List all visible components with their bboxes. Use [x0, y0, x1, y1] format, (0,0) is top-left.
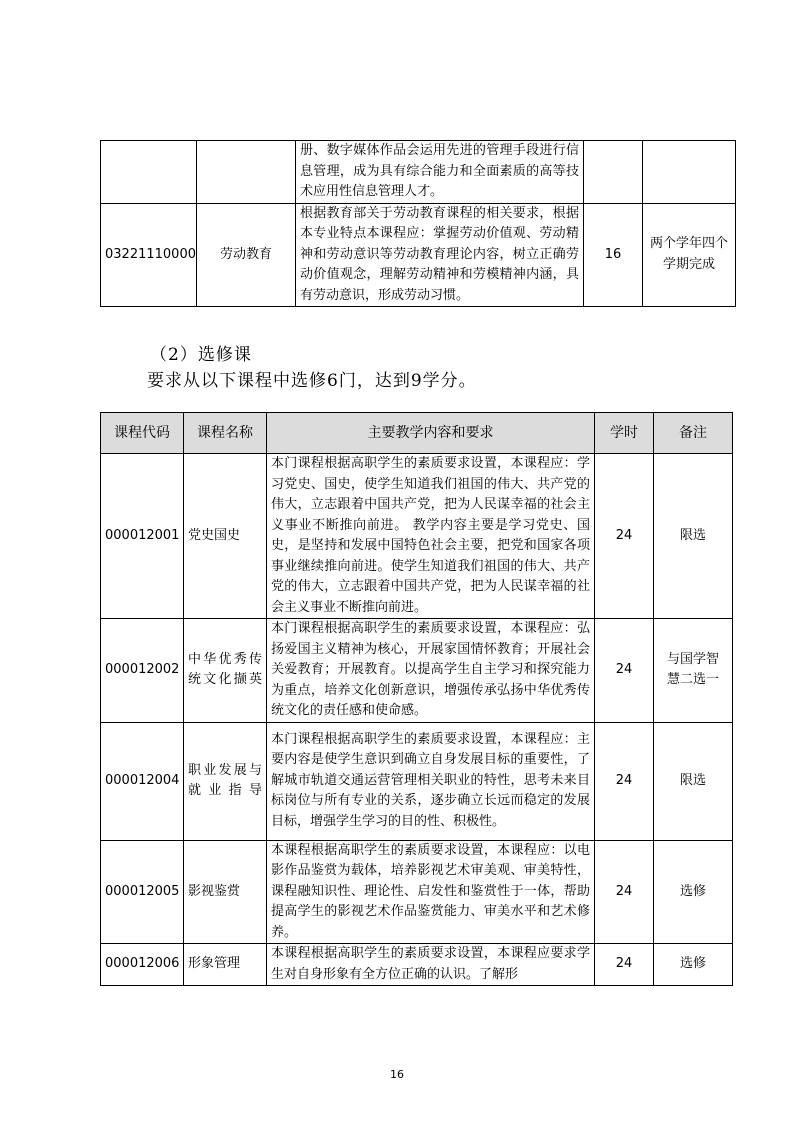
course-code: 000012006 — [101, 944, 184, 986]
table-row — [101, 454, 733, 619]
course-code: 000012002 — [101, 619, 184, 723]
course-note: 限选 — [654, 722, 733, 840]
course-name — [197, 141, 296, 204]
page-number: 16 — [390, 1068, 404, 1081]
course-code — [101, 141, 197, 204]
table-row — [101, 141, 736, 204]
course-content: 本门课程根据高职学生的素质要求设置，本课程应：弘扬爱国主义精神为核心，开展家国情怀教育；开展社会关爱教育；开展教育。以提高学生自主学习和探究能力为重点，培养文化创新意识，增强传承弘扬中华优秀传统文化的责任感和使命感。 — [267, 619, 595, 723]
course-hours — [584, 141, 643, 204]
course-code: 03221110000 — [101, 203, 197, 307]
course-note: 限选 — [654, 454, 733, 619]
course-hours: 24 — [595, 944, 654, 986]
table-row — [101, 619, 733, 723]
section-intro: 要求从以下课程中选修6门，达到9学分。 — [147, 371, 477, 391]
course-note: 与国学智慧二选一 — [654, 619, 733, 723]
table-row — [101, 203, 736, 307]
course-content: 本课程根据高职学生的素质要求设置，本课程应：以电影作品鉴赏为载体，培养影视艺术审美观、审美特性，课程融知识性、理论性、启发性和鉴赏性于一体，帮助提高学生的影视艺术作品鉴赏能力、审美水平和艺术修养。 — [267, 840, 595, 944]
course-note — [643, 141, 736, 204]
course-content: 册、数字媒体作品会运用先进的管理手段进行信息管理，成为具有综合能力和全面素质的高等技术应用性信息管理人才。 — [296, 141, 584, 204]
course-code: 000012001 — [101, 454, 184, 619]
course-note: 两个学年四个学期完成 — [643, 203, 736, 307]
header-name: 课程名称 — [184, 413, 267, 454]
table-row — [101, 722, 733, 840]
header-hours: 学时 — [595, 413, 654, 454]
table-row — [101, 944, 733, 986]
course-content: 本课程根据高职学生的素质要求设置，本课程应要求学生对自身形象有全方位正确的认识。了解形 — [267, 944, 595, 986]
course-note: 选修 — [654, 944, 733, 986]
elective-course-table — [100, 412, 733, 986]
course-hours: 24 — [595, 454, 654, 619]
course-name: 中华优秀传统文化撷英 — [184, 619, 267, 723]
header-code: 课程代码 — [101, 413, 184, 454]
course-name: 党史国史 — [184, 454, 267, 619]
course-hours: 24 — [595, 722, 654, 840]
course-name: 影视鉴赏 — [184, 840, 267, 944]
header-content: 主要教学内容和要求 — [267, 413, 595, 454]
course-content: 本门课程根据高职学生的素质要求设置，本课程应：主要内容是使学生意识到确立自身发展目标的重要性，了解城市轨道交通运营管理相关职业的特性，思考未来目标岗位与所有专业的关系，逐步确立长远而稳定的发展目标，增强学生学习的目的性、积极性。 — [267, 722, 595, 840]
course-hours: 16 — [584, 203, 643, 307]
course-note: 选修 — [654, 840, 733, 944]
table-row — [101, 840, 733, 944]
top-course-table — [100, 140, 736, 307]
course-content: 本门课程根据高职学生的素质要求设置，本课程应：学习党史、国史，使学生知道我们祖国的伟大、共产党的伟大，立志跟着中国共产党，把为人民谋幸福的社会主义事业不断推向前进。 教学内容主要是学习党史、国史，是坚持和发展中国特色社会主要，把党和国家各项事业继续推向前进。使学生知道我们祖国的伟大、共产党的伟大，立志跟着中国共产党，把为人民谋幸福的社会主义事业不断推向前进。 — [267, 454, 595, 619]
course-content: 根据教育部关于劳动教育课程的相关要求，根据本专业特点本课程应：掌握劳动价值观、劳动精神和劳动意识等劳动教育理论内容，树立正确劳动价值观念，理解劳动精神和劳模精神内涵，具有劳动意识，形成劳动习惯。 — [296, 203, 584, 307]
course-name: 形象管理 — [184, 944, 267, 986]
course-code: 000012004 — [101, 722, 184, 840]
course-code: 000012005 — [101, 840, 184, 944]
course-name: 劳动教育 — [197, 203, 296, 307]
course-name: 职业发展与就业指导 — [184, 722, 267, 840]
table-header-row — [101, 413, 733, 454]
course-hours: 24 — [595, 619, 654, 723]
course-hours: 24 — [595, 840, 654, 944]
section-heading: （2）选修课 — [150, 345, 252, 365]
header-note: 备注 — [654, 413, 733, 454]
